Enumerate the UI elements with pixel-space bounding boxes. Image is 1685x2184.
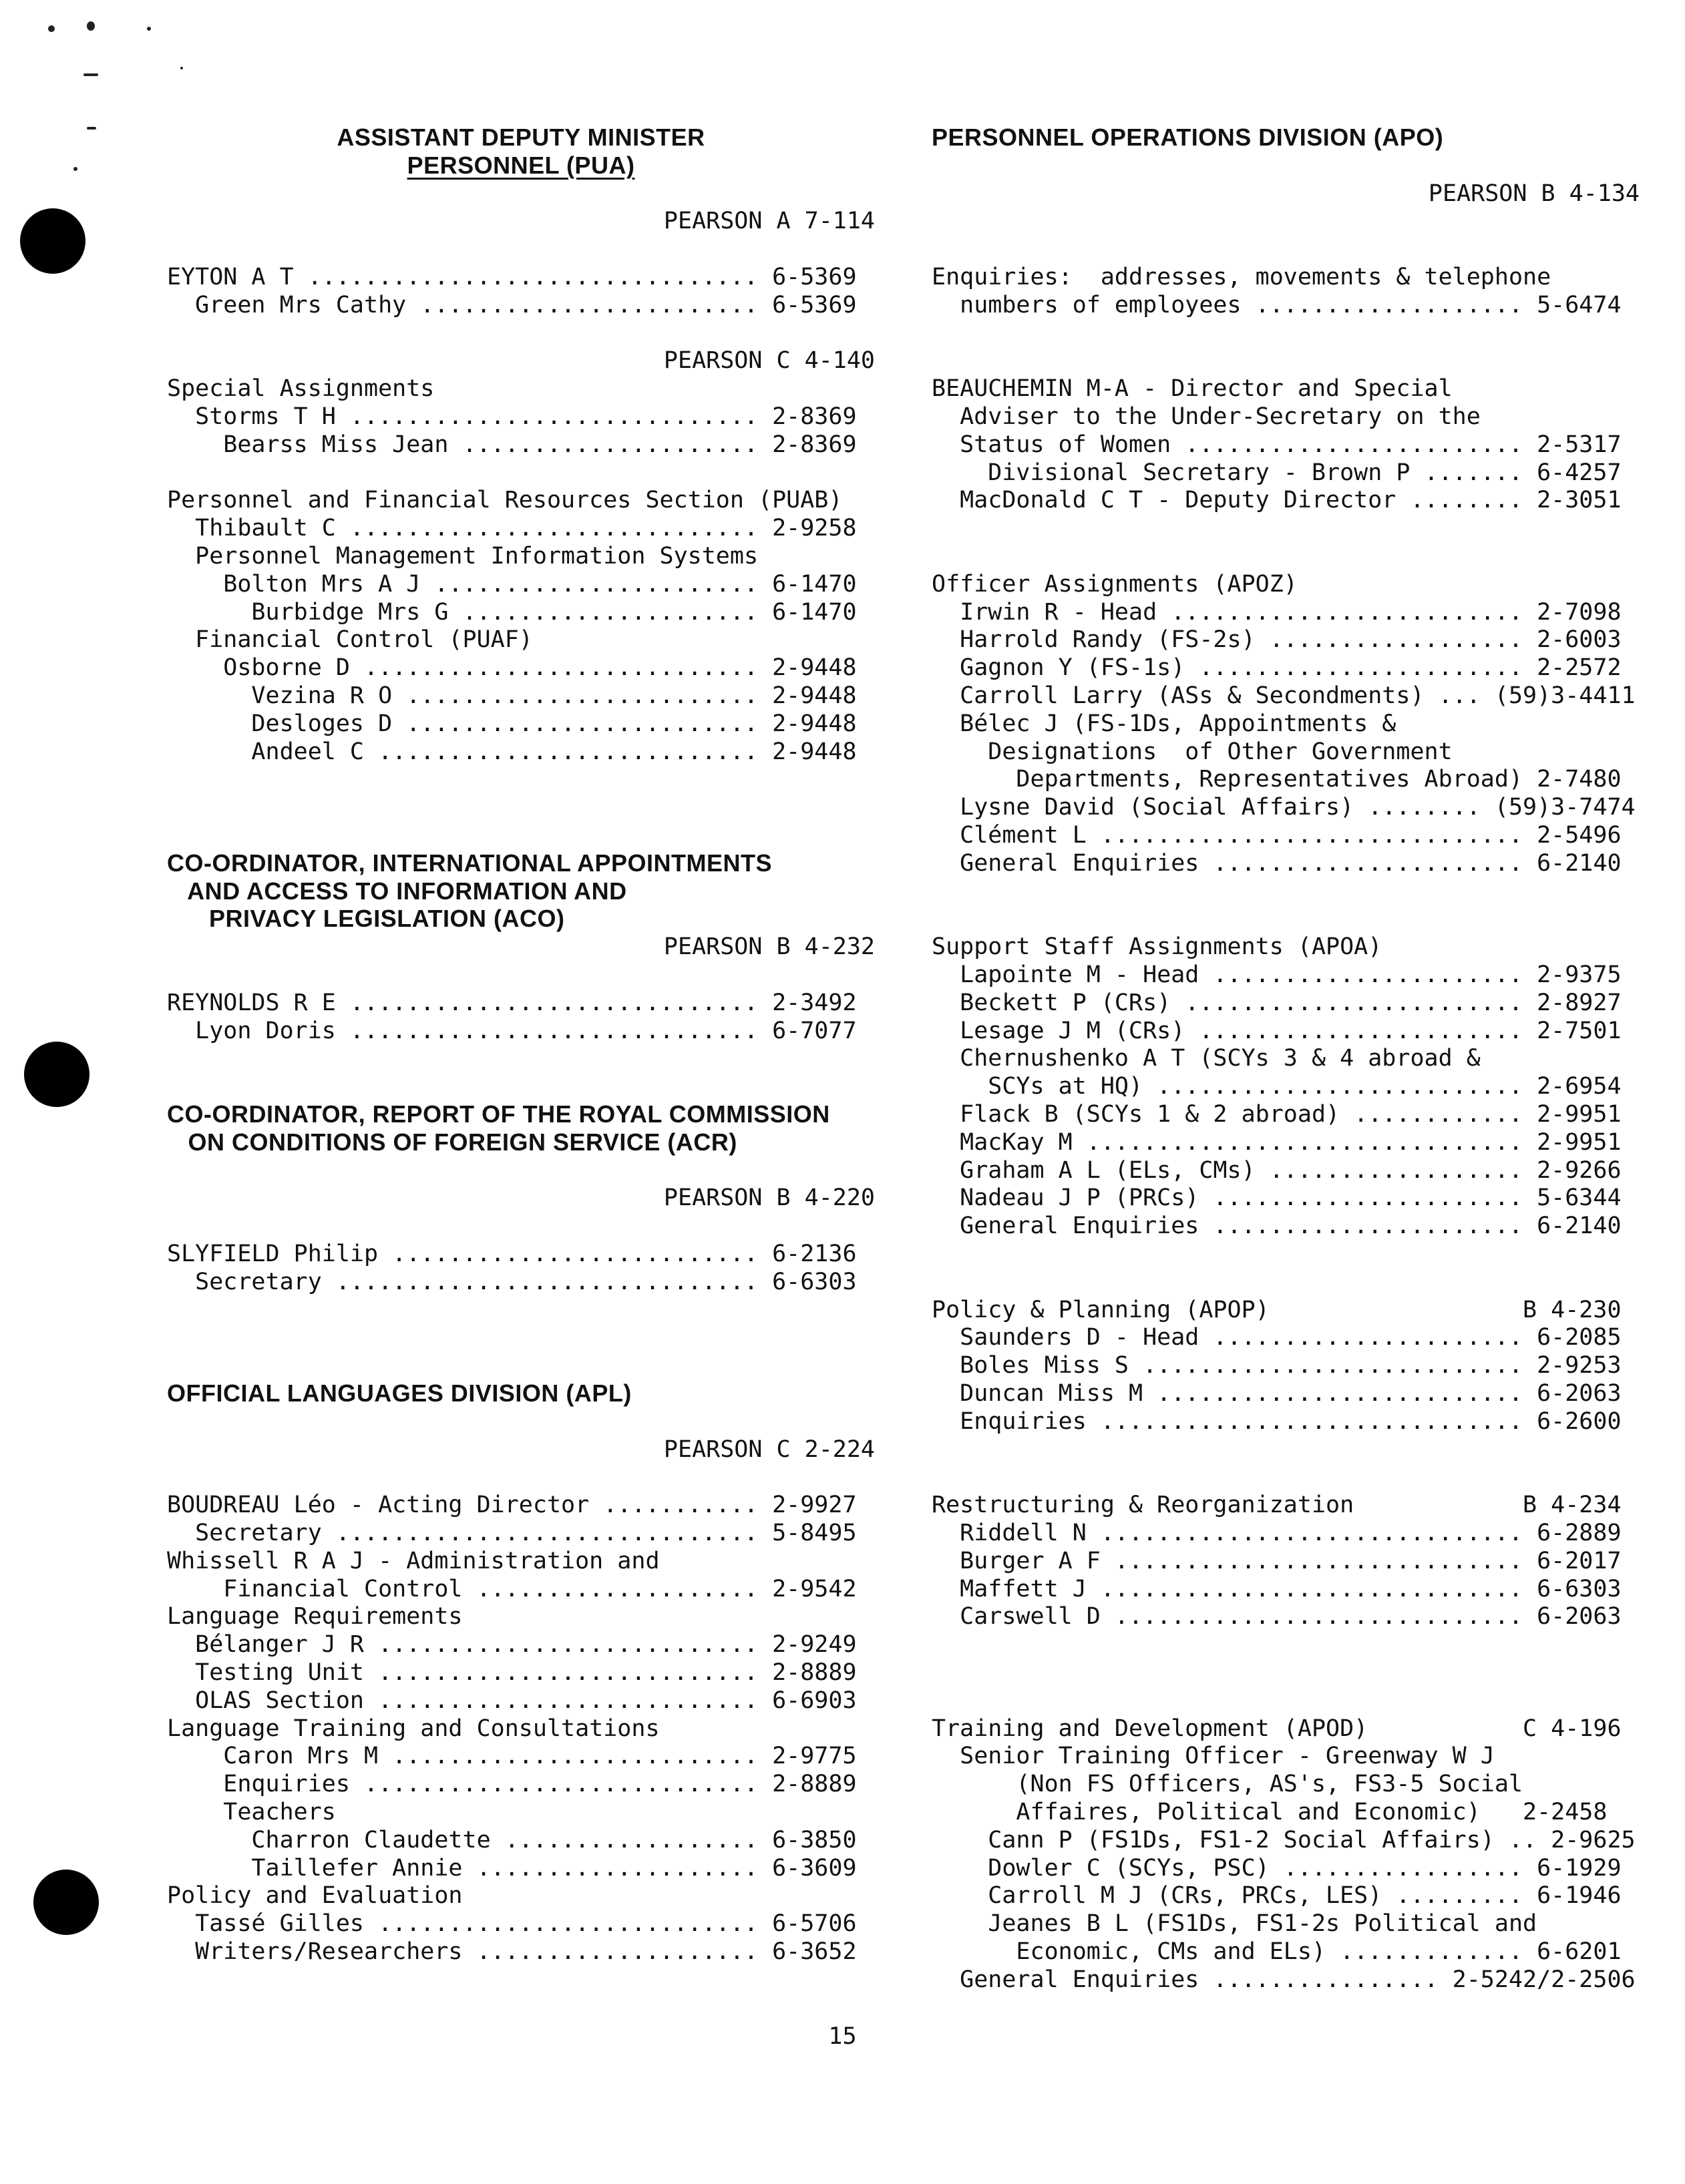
directory-line: Testing Unit ........................... 2-8889 — [167, 1659, 857, 1686]
directory-line: SCYs at HQ) .......................... 2-6954 — [932, 1073, 1622, 1100]
directory-line: Personnel and Financial Resources Section (PUAB) — [167, 487, 843, 514]
directory-line: SLYFIELD Philip .......................... 6-2136 — [167, 1241, 857, 1267]
blank-line — [167, 1156, 875, 1184]
directory-line: Carswell D ............................. 6-2063 — [932, 1603, 1622, 1630]
directory-line: Cann P (FS1Ds, FS1-2 Social Affairs) .. 2-9625 — [932, 1826, 1636, 1853]
directory-line: Support Staff Assignments (APOA) — [932, 933, 1382, 961]
blank-line — [167, 821, 875, 849]
blank-line — [167, 1072, 875, 1100]
blank-line — [932, 905, 1640, 933]
scan-speck — [73, 167, 77, 171]
blank-line — [932, 1268, 1640, 1296]
blank-line — [167, 180, 875, 208]
directory-line: CO-ORDINATOR, INTERNATIONAL APPOINTMENTS — [167, 849, 772, 877]
blank-line — [932, 1659, 1640, 1687]
directory-line: Gagnon Y (FS-1s) ....................... 2-2572 — [932, 654, 1622, 682]
directory-line: Language Training and Consultations — [167, 1715, 660, 1742]
directory-line: Riddell N .............................. 6-2889 — [932, 1520, 1622, 1546]
punch-hole-middle — [24, 1042, 89, 1107]
directory-line: Financial Control (PUAF) — [167, 626, 533, 654]
blank-line — [167, 319, 875, 347]
directory-line: OLAS Section ........................... 6-6903 — [167, 1687, 857, 1714]
directory-line: Secretary .............................. 6-6303 — [167, 1268, 857, 1295]
directory-line: Duncan Miss M .......................... 6-2063 — [932, 1380, 1622, 1407]
punch-hole-bottom — [33, 1870, 99, 1935]
directory-line: Dowler C (SCYs, PSC) ................. 6-1929 — [932, 1854, 1622, 1882]
directory-line: Language Requirements — [167, 1603, 463, 1630]
directory-line: PEARSON A 7-114 — [663, 208, 875, 235]
directory-line: Personnel Management Information Systems — [167, 543, 759, 570]
directory-line: EYTON A T ................................ 6-5369 — [167, 264, 857, 290]
directory-line: Green Mrs Cathy ........................ 6-5369 — [167, 291, 857, 318]
directory-line: Maffett J .............................. 6-6303 — [932, 1575, 1622, 1602]
directory-line: CO-ORDINATOR, REPORT OF THE ROYAL COMMISSION — [167, 1100, 830, 1128]
blank-line — [932, 1463, 1640, 1491]
directory-line: Lysne David (Social Affairs) ........ (59)3-7474 — [932, 794, 1636, 821]
directory-line: General Enquiries ...................... 6-2140 — [932, 849, 1622, 877]
blank-line — [932, 235, 1640, 263]
blank-line — [167, 1351, 875, 1379]
blank-line — [167, 1407, 875, 1436]
directory-line: Carroll Larry (ASs & Secondments) ... (59)3-4411 — [932, 682, 1636, 709]
directory-line: Enquiries ............................ 2-8889 — [167, 1771, 857, 1798]
directory-line: Boles Miss S ........................... 2-9253 — [932, 1352, 1622, 1379]
blank-line — [167, 793, 875, 821]
directory-line: (Non FS Officers, AS's, FS3-5 Social — [932, 1771, 1523, 1798]
directory-line: Burger A F ............................. 6-2017 — [932, 1547, 1622, 1574]
directory-line: Designations of Other Government — [932, 738, 1453, 765]
directory-line: Enquiries: addresses, movements & telephone — [932, 264, 1551, 290]
directory-line: Tassé Gilles ........................... 6-5706 — [167, 1910, 857, 1938]
directory-line: PEARSON C 4-140 — [663, 347, 875, 375]
directory-line: REYNOLDS R E ............................. 2-3492 — [167, 989, 857, 1016]
directory-line: PEARSON B 4-232 — [663, 933, 875, 961]
directory-line: Senior Training Officer - Greenway W J — [932, 1743, 1495, 1770]
page-number: 15 — [828, 2023, 857, 2050]
directory-line: Bélec J (FS-1Ds, Appointments & — [932, 710, 1396, 737]
directory-line: PRIVACY LEGISLATION (ACO) — [167, 905, 565, 933]
directory-line: Economic, CMs and ELs) ............. 6-6201 — [932, 1938, 1622, 1965]
blank-line — [167, 1044, 875, 1072]
directory-line: Irwin R - Head ......................... 2-7098 — [932, 598, 1622, 626]
directory-line: Thibault C ............................. 2-9258 — [167, 515, 857, 542]
blank-line — [932, 1687, 1640, 1715]
blank-line — [932, 347, 1640, 375]
scan-speck — [87, 127, 96, 130]
scan-speck — [48, 25, 55, 32]
directory-line: Policy & Planning (APOP) B 4-230 — [932, 1296, 1622, 1323]
directory-line: Financial Control .................... 2-9542 — [167, 1575, 857, 1602]
directory-line: ON CONDITIONS OF FOREIGN SERVICE (ACR) — [167, 1128, 737, 1156]
directory-line: General Enquiries ................ 2-5242/2-2506 — [932, 1966, 1636, 1993]
directory-line: Status of Women ........................ 2-5317 — [932, 431, 1622, 458]
directory-line: MacDonald C T - Deputy Director ........ 2-3051 — [932, 487, 1622, 514]
blank-line — [167, 765, 875, 793]
directory-line: Restructuring & Reorganization B 4-234 — [932, 1492, 1622, 1519]
directory-line: Andeel C ........................... 2-9448 — [167, 738, 857, 765]
blank-line — [932, 1436, 1640, 1464]
directory-line: Training and Development (APOD) C 4-196 — [932, 1715, 1622, 1742]
directory-line: Adviser to the Under-Secretary on the — [932, 403, 1481, 430]
blank-line — [167, 1323, 875, 1351]
scan-speck — [180, 67, 183, 69]
directory-line: Graham A L (ELs, CMs) .................. 2-9266 — [932, 1156, 1622, 1184]
directory-line: Caron Mrs M .......................... 2-9775 — [167, 1743, 857, 1770]
directory-line: PEARSON C 2-224 — [663, 1436, 875, 1463]
directory-line: BOUDREAU Léo - Acting Director ........... 2-9927 — [167, 1492, 857, 1519]
scan-speck — [83, 73, 98, 76]
directory-line: Officer Assignments (APOZ) — [932, 570, 1298, 598]
directory-line: Nadeau J P (PRCs) ...................... 5-6344 — [932, 1184, 1622, 1212]
directory-line: Whissell R A J - Administration and — [167, 1547, 660, 1574]
directory-line: Osborne D ............................ 2-9448 — [167, 654, 857, 682]
directory-line: PERSONNEL (PUA) — [407, 151, 635, 179]
directory-line: Writers/Researchers .................... 6-3652 — [167, 1938, 857, 1965]
blank-line — [932, 514, 1640, 542]
scan-speck — [87, 21, 95, 31]
directory-line: PEARSON B 4-220 — [663, 1184, 875, 1212]
blank-line — [167, 1296, 875, 1324]
blank-line — [932, 1240, 1640, 1268]
directory-line: Chernushenko A T (SCYs 3 & 4 abroad & — [932, 1045, 1481, 1072]
directory-line: Vezina R O ......................... 2-9448 — [167, 682, 857, 709]
directory-line: Charron Claudette .................. 6-3850 — [167, 1826, 857, 1853]
blank-line — [932, 207, 1640, 235]
blank-line — [167, 1463, 875, 1491]
directory-line: BEAUCHEMIN M-A - Director and Special — [932, 375, 1453, 403]
directory-line: PERSONNEL OPERATIONS DIVISION (APO) — [932, 124, 1444, 151]
directory-line: ASSISTANT DEPUTY MINISTER — [337, 124, 705, 151]
directory-line: Divisional Secretary - Brown P ....... 6-4257 — [932, 459, 1622, 486]
blank-line — [167, 235, 875, 263]
directory-line: Beckett P (CRs) ........................ 2-8927 — [932, 989, 1622, 1016]
directory-line: Teachers — [167, 1799, 336, 1825]
directory-line: Special Assignments — [167, 375, 435, 403]
directory-line: Taillefer Annie .................... 6-3609 — [167, 1854, 857, 1882]
directory-line: OFFICIAL LANGUAGES DIVISION (APL) — [167, 1379, 632, 1407]
directory-line: Jeanes B L (FS1Ds, FS1-2s Political and — [932, 1910, 1537, 1938]
blank-line — [932, 877, 1640, 905]
directory-line: MacKay M ............................... 2-9951 — [932, 1128, 1622, 1156]
directory-line: Affaires, Political and Economic) 2-2458 — [932, 1799, 1608, 1825]
directory-line: numbers of employees ................... 5-6474 — [932, 291, 1622, 318]
directory-line: Harrold Randy (FS-2s) .................. 2-6003 — [932, 626, 1622, 654]
directory-line: Departments, Representatives Abroad) 2-7480 — [932, 766, 1622, 793]
blank-line — [932, 1630, 1640, 1659]
directory-line: Bolton Mrs A J ....................... 6-1470 — [167, 570, 857, 598]
directory-line: AND ACCESS TO INFORMATION AND — [167, 877, 627, 905]
punch-hole-top — [20, 208, 85, 274]
scan-speck — [147, 27, 151, 31]
directory-line: Carroll M J (CRs, PRCs, LES) ......... 6-1946 — [932, 1882, 1622, 1910]
directory-line: Saunders D - Head ...................... 6-2085 — [932, 1324, 1622, 1351]
directory-line: PEARSON B 4-134 — [1428, 180, 1640, 207]
directory-line: Lesage J M (CRs) ....................... 2-7501 — [932, 1017, 1622, 1044]
blank-line — [167, 459, 875, 487]
directory-line: Policy and Evaluation — [167, 1882, 463, 1910]
directory-line: Burbidge Mrs G ..................... 6-1470 — [167, 598, 857, 626]
blank-line — [932, 319, 1640, 347]
directory-line: General Enquiries ...................... 6-2140 — [932, 1213, 1622, 1240]
directory-line: Lyon Doris ............................. 6-7077 — [167, 1017, 857, 1044]
blank-line — [167, 961, 875, 989]
directory-line: Clément L .............................. 2-5496 — [932, 822, 1622, 849]
directory-line: Flack B (SCYs 1 & 2 abroad) ............ 2-9951 — [932, 1101, 1622, 1128]
blank-line — [932, 542, 1640, 570]
directory-line: Bearss Miss Jean ..................... 2-8369 — [167, 431, 857, 458]
directory-line: Desloges D ......................... 2-9448 — [167, 710, 857, 737]
directory-line: Lapointe M - Head ...................... 2-9375 — [932, 961, 1622, 988]
blank-line — [932, 152, 1640, 180]
directory-line: Bélanger J R ........................... 2-9249 — [167, 1631, 857, 1659]
blank-line — [167, 1212, 875, 1240]
directory-line: Storms T H ............................. 2-8369 — [167, 403, 857, 430]
directory-line: Secretary .............................. 5-8495 — [167, 1520, 857, 1546]
directory-line: Enquiries .............................. 6-2600 — [932, 1407, 1622, 1435]
